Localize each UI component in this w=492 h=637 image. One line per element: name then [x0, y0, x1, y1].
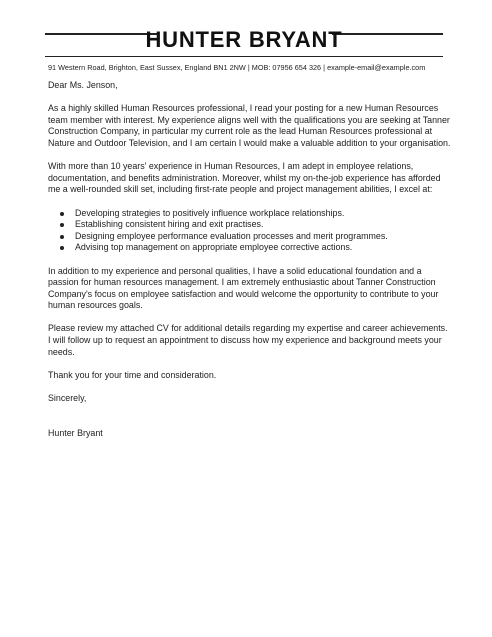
- paragraph-thanks: Thank you for your time and consideration.: [48, 369, 217, 380]
- letter-header: [45, 26, 443, 54]
- letter-body: [48, 80, 452, 451]
- list-item-text: Advising top management on appropriate employee corrective actions.: [75, 242, 353, 253]
- skills-list: [48, 208, 452, 254]
- signature-gap: [48, 416, 452, 428]
- contact-line: 91 Western Road, Brighton, East Sussex, England BN1 2NW | MOB: 07956 654 326 | example-email@example.com: [48, 63, 426, 72]
- paragraph-experience: With more than 10 years' experience in Human Resources, I am adept in employee relations, documentation, and benefits administration. Moreover, whilst my on-the-job experience has afforded me a well-rounded skill set, including first-rate people and project management abilities, I excel at:: [48, 161, 441, 195]
- list-item: [48, 231, 452, 243]
- paragraph-education: In addition to my experience and personal qualities, I have a solid educational foundation and a passion for human resources management. I am extremely enthusiastic about Tanner Construction Company's focus on employee satisfaction and would welcome the opportunity to contribute to your human resources goals.: [48, 265, 439, 311]
- bullet-icon: [60, 246, 64, 250]
- applicant-name: HUNTER BRYANT: [145, 27, 343, 52]
- closing: Sincerely,: [48, 393, 87, 404]
- list-item: [48, 208, 452, 220]
- list-item: [48, 219, 452, 231]
- list-item: [48, 242, 452, 254]
- bullet-icon: [60, 235, 64, 239]
- salutation: Dear Ms. Jenson,: [48, 80, 118, 90]
- header-rule-bottom: [45, 56, 443, 57]
- paragraph-intro: As a highly skilled Human Resources professional, I read your posting for a new Human Resources team member with interest. My experience aligns well with the qualifications you are seeking at Tanner Construction Company, in particular my current role as the lead Human Resources professional at Nature and Outdoor Television, and I am certain I would make a valuable addition to your organisation.: [48, 103, 451, 148]
- list-item-text: Developing strategies to positively influence workplace relationships.: [75, 207, 345, 218]
- bullet-icon: [60, 212, 64, 216]
- list-item-text: Designing employee performance evaluation processes and merit programmes.: [75, 230, 388, 241]
- paragraph-follow-up: Please review my attached CV for additional details regarding my expertise and career achievements. I will follow up to request an appointment to discuss how my experience and background meets your needs.: [48, 323, 448, 357]
- list-item-text: Establishing consistent hiring and exit practises.: [75, 219, 264, 230]
- signature: Hunter Bryant: [48, 427, 103, 438]
- bullet-icon: [60, 223, 64, 227]
